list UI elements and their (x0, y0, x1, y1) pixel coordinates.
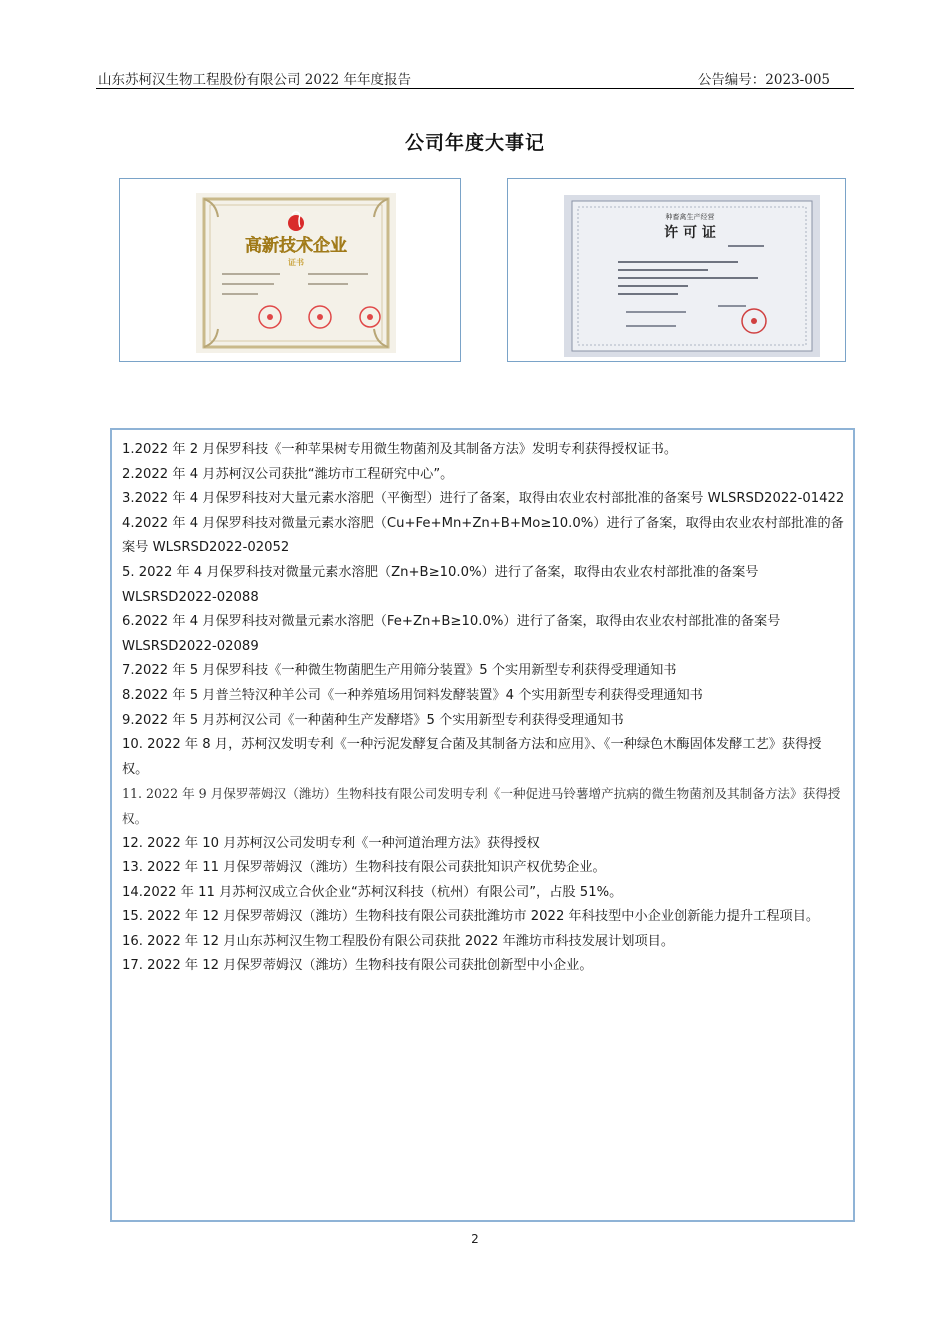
event-item: 4.2022 年 4 月保罗科技对微量元素水溶肥（Cu+Fe+Mn+Zn+B+Mo≥10.0%）进行了备案，取得由农业农村部批准的备案号 WLSRSD2022-02052 (122, 515, 844, 556)
certificate-photo-high-tech (119, 178, 461, 362)
event-item: 7.2022 年 5 月保罗科技《一种微生物菌肥生产用筛分装置》5 个实用新型专利获得受理通知书 (122, 663, 677, 679)
page-header (96, 66, 854, 89)
certificate-heading-text: 高新技术企业 (245, 236, 347, 256)
certificate-photo-license (507, 178, 846, 362)
header-report-title: 山东苏柯汉生物工程股份有限公司 2022 年年度报告 (98, 72, 411, 88)
event-item: 9.2022 年 5 月苏柯汉公司《一种菌种生产发酵塔》5 个实用新型专利获得受理通知书 (122, 712, 624, 728)
header-announcement-number: 公告编号：2023-005 (697, 72, 830, 88)
event-item: 16. 2022 年 12 月山东苏柯汉生物工程股份有限公司获批 2022 年潍坊市科技发展计划项目。 (122, 933, 675, 949)
event-item: 14.2022 年 11 月苏柯汉成立合伙企业“苏柯汉科技（杭州）有限公司”，占股 51%。 (122, 884, 623, 900)
license-heading-text: 许 可 证 (664, 225, 716, 241)
event-item: 5. 2022 年 4 月保罗科技对微量元素水溶肥（Zn+B≥10.0%）进行了备案，取得由农业农村部批准的备案号 WLSRSD2022-02088 (122, 564, 763, 605)
event-item: 3.2022 年 4 月保罗科技对大量元素水溶肥（平衡型）进行了备案，取得由农业农村部批准的备案号 WLSRSD2022-01422 (122, 491, 845, 507)
certificate-sub-text: 证书 (288, 258, 304, 267)
event-item: 15. 2022 年 12 月保罗蒂姆汉（潍坊）生物科技有限公司获批潍坊市 2022 年科技型中小企业创新能力提升工程项目。 (122, 909, 820, 925)
event-item: 6.2022 年 4 月保罗科技对微量元素水溶肥（Fe+Zn+B≥10.0%）进行了备案，取得由农业农村部批准的备案号 WLSRSD2022-02089 (122, 614, 785, 654)
event-item: 13. 2022 年 11 月保罗蒂姆汉（潍坊）生物科技有限公司获批知识产权优势企业。 (122, 860, 606, 876)
license-sub-text: 种畜禽生产经营 (665, 213, 715, 221)
event-item: 1.2022 年 2 月保罗科技《一种苹果树专用微生物菌剂及其制备方法》发明专利获得授权证书。 (122, 442, 678, 457)
license-certificate-image (508, 179, 845, 361)
event-item: 17. 2022 年 12 月保罗蒂姆汉（潍坊）生物科技有限公司获批创新型中小企业。 (122, 958, 593, 974)
events-list (122, 438, 847, 979)
event-item: 10. 2022 年 8 月，苏柯汉发明专利《一种污泥发酵复合菌及其制备方法和应用》、《一种绿色木酶固体发酵工艺》获得授权。 (122, 737, 822, 777)
events-box (110, 428, 855, 1222)
page-title: 公司年度大事记 (404, 132, 545, 154)
high-tech-certificate-image (120, 179, 460, 361)
event-item: 11. 2022 年 9 月保罗蒂姆汉（潍坊）生物科技有限公司发明专利《一种促进马铃薯增产抗病的微生物菌剂及其制备方法》获得授权。 (122, 786, 841, 826)
page-number: 2 (471, 1232, 479, 1246)
event-item: 2.2022 年 4 月苏柯汉公司获批“潍坊市工程研究中心”。 (122, 466, 454, 482)
event-item: 12. 2022 年 10 月苏柯汉公司发明专利《一种河道治理方法》获得授权 (122, 835, 540, 851)
event-item: 8.2022 年 5 月普兰特汉种羊公司《一种养殖场用饲料发酵装置》4 个实用新型专利获得受理通知书 (122, 687, 703, 703)
